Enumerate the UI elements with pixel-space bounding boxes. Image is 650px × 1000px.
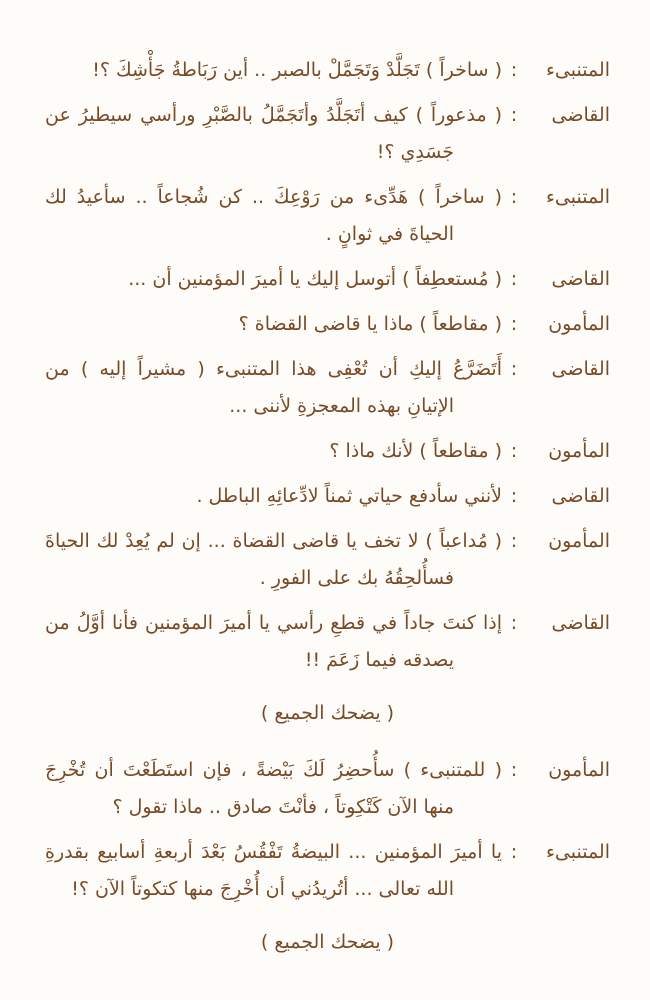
speaker-colon: : <box>510 530 518 552</box>
speech-block <box>45 97 610 171</box>
speaker-colon: : <box>510 759 518 781</box>
dialogue-text: ( مذعوراً ) كيف أتَجَلَّدُ وأتَجَمَّلُ بالصَّبْرِ ورأسي سيطيرُ عن جَسَدِي ؟! <box>45 104 502 163</box>
dialogue-text: ( ساخراً ) هَدِّىء من رَوْعِكَ .. كن شُجاعاً .. سأعيدُ لك الحياةَ في ثوانٍ . <box>45 186 502 245</box>
dialogue-text: ( مُداعباً ) لا تخف يا قاضى القضاة ... إن لم يُعِدْ لك الحياةَ فسأُلحِقُهُ بك على الفورِ . <box>45 530 502 589</box>
dialogue-text: ( مقاطعاً ) ماذا يا قاضى القضاة ؟ <box>238 313 502 335</box>
speech-block <box>45 523 610 597</box>
dialogue-text: يا أميرَ المؤمنين ... البيضةُ تَفْقُسُ بَعْدَ أربعةِ أسابيع بقدرةِ الله تعالى ... أتُريدُني أن أُخْرِجَ منها كتكوتاً الآن ؟! <box>45 841 502 900</box>
speaker-colon: : <box>510 440 518 462</box>
speech-block <box>45 605 610 679</box>
speaker-colon: : <box>510 104 518 126</box>
speaker-name: المتنبىء <box>545 186 610 208</box>
speech-block <box>45 261 610 298</box>
dialogue-text: ( مُستعطِفاً ) أتوسل إليك يا أميرَ المؤمنين أن ... <box>128 268 502 290</box>
speaker-colon: : <box>510 59 518 81</box>
speaker-name: المأمون <box>548 313 610 335</box>
speaker-colon: : <box>510 612 518 634</box>
speech-block <box>45 179 610 253</box>
speech-block <box>45 351 610 425</box>
speaker-name: القاضى <box>551 268 610 290</box>
speaker-colon: : <box>510 313 518 335</box>
stage-direction: ( يضحك الجميع ) <box>260 931 395 953</box>
dialogue-text: إذا كنتَ جاداً في قطعِ رأسي يا أميرَ المؤمنين فأنا أوَّلُ من يصدقه فيما زَعَمَ !! <box>45 612 502 671</box>
speaker-name: المتنبىء <box>545 841 610 863</box>
speaker-name: المأمون <box>548 440 610 462</box>
speaker-colon: : <box>510 268 518 290</box>
speaker-colon: : <box>510 841 518 863</box>
speaker-colon: : <box>510 485 518 507</box>
speaker-colon: : <box>510 186 518 208</box>
dialogue-text: لأنني سأدفع حياتي ثمناً لادِّعائِهِ الباطل . <box>196 485 502 507</box>
speech-block <box>45 834 610 908</box>
dialogue-text: ( ساخراً ) تَجَلَّدْ وَتَجَمَّلْ بالصبر .. أين رَبَاطةُ جَأْشِكَ ؟! <box>92 59 502 81</box>
speech-block <box>45 306 610 343</box>
speaker-name: القاضى <box>551 485 610 507</box>
speaker-name: المأمون <box>548 530 610 552</box>
dialogue-text: ( للمتنبىء ) سأُحضِرُ لَكَ بَيْضةً ، فإن استَطَعْتَ أن تُخْرِجَ منها الآن كَتْكِوتاً ، فأنْتَ صادق .. ماذا تقول ؟ <box>45 759 502 818</box>
speaker-colon: : <box>510 358 518 380</box>
speech-block <box>45 52 610 89</box>
speech-block <box>45 433 610 470</box>
dialogue-text: ( مقاطعاً ) لأنك ماذا ؟ <box>329 440 502 462</box>
speaker-name: القاضى <box>551 612 610 634</box>
dialogue-text: أَتَضَرَّعُ إليكِ أن تُعْفِى هذا المتنبىء ( مشيراً إليه ) من الإتيانِ بهذه المعجزةِ لأننى ... <box>45 358 502 417</box>
speech-block <box>45 478 610 515</box>
speaker-name: المتنبىء <box>545 59 610 81</box>
speaker-name: القاضى <box>551 104 610 126</box>
stage-direction: ( يضحك الجميع ) <box>260 702 395 724</box>
speaker-name: القاضى <box>551 358 610 380</box>
speaker-name: المأمون <box>548 759 610 781</box>
speech-block <box>45 752 610 826</box>
